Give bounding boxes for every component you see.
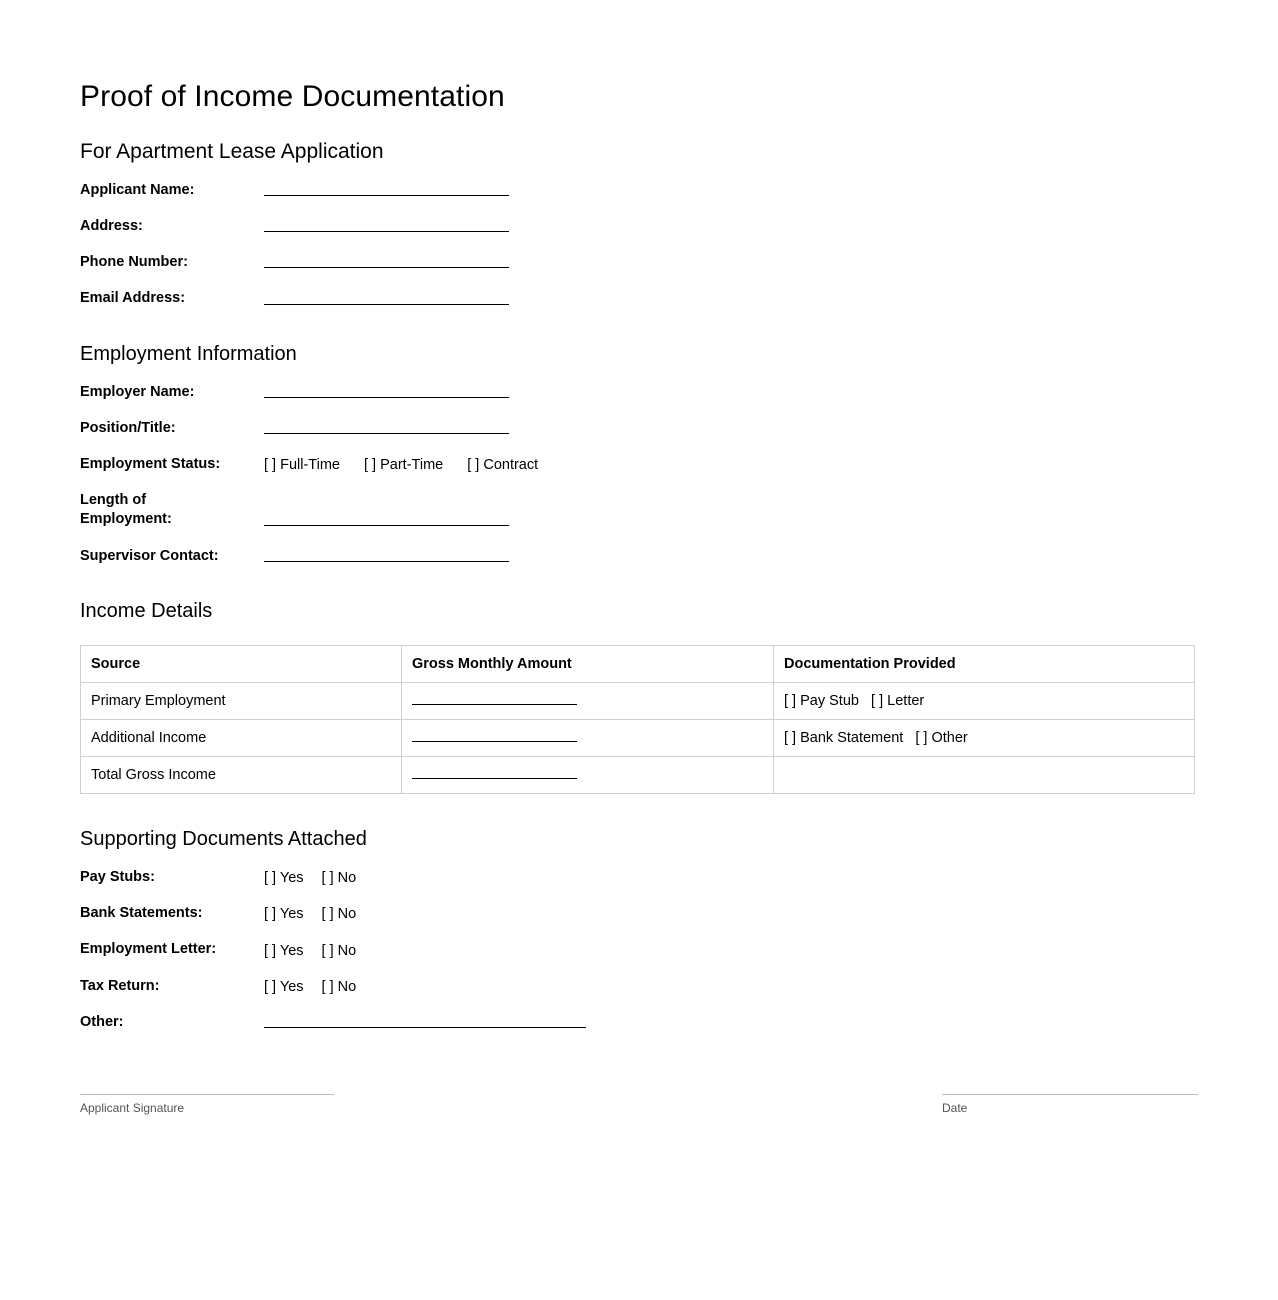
length-of-employment-input[interactable] — [264, 524, 509, 526]
cell-docs-total-gross-income — [774, 757, 1195, 794]
checkbox-pay-stubs-no[interactable]: [ ] No — [321, 870, 357, 887]
field-row-other — [80, 1013, 1198, 1032]
checkbox-tax-return-no[interactable]: [ ] No — [321, 978, 357, 995]
position-title-label: Position/Title: — [80, 419, 176, 436]
cell-docs-additional-income[interactable]: [ ] Bank Statement [ ] Other — [774, 720, 1195, 757]
checkbox-employment-letter-yes[interactable]: [ ] Yes — [264, 942, 304, 959]
length-of-employment-label-line1: Length of — [80, 491, 147, 508]
applicant-signature-field[interactable] — [80, 1094, 334, 1115]
checkbox-employment-letter-no[interactable]: [ ] No — [321, 942, 357, 959]
field-row-address — [80, 217, 1198, 236]
supervisor-contact-input[interactable] — [264, 560, 509, 562]
applicant-name-input[interactable] — [264, 194, 509, 196]
table-row — [81, 757, 1195, 794]
employment-letter-label: Employment Letter: — [80, 941, 217, 958]
cell-docs-primary-employment[interactable]: [ ] Pay Stub [ ] Letter — [774, 683, 1195, 720]
tax-return-label: Tax Return: — [80, 977, 160, 994]
field-row-pay-stubs — [80, 868, 1198, 887]
employment-status-options — [264, 457, 538, 473]
field-row-email-address — [80, 289, 1198, 308]
page-title: Proof of Income Documentation — [80, 80, 505, 113]
employment-letter-options — [264, 943, 364, 959]
pay-stubs-label: Pay Stubs: — [80, 869, 155, 886]
length-of-employment-label-line2: Employment: — [80, 511, 172, 528]
column-header-documentation-provided: Documentation Provided — [774, 646, 1195, 683]
field-row-employer-name — [80, 383, 1198, 402]
employment-status-label: Employment Status: — [80, 455, 221, 472]
employer-name-input[interactable] — [264, 396, 509, 398]
applicant-section — [80, 181, 1198, 309]
additional-income-amount-input[interactable] — [412, 740, 577, 742]
cell-amount-total-gross-income — [402, 757, 774, 794]
date-field[interactable] — [942, 1094, 1198, 1115]
applicant-name-label: Applicant Name: — [80, 182, 195, 198]
phone-number-input[interactable] — [264, 266, 509, 268]
checkbox-full-time[interactable]: [ ] Full-Time — [264, 456, 340, 473]
other-label: Other: — [80, 1013, 124, 1030]
address-label: Address: — [80, 218, 143, 235]
cell-source-primary-employment: Primary Employment — [81, 683, 402, 720]
table-row — [81, 720, 1195, 757]
supporting-documents-section — [80, 868, 1198, 1032]
page-subtitle: For Apartment Lease Application — [80, 140, 384, 163]
field-row-employment-letter — [80, 940, 1198, 959]
table-row — [81, 683, 1195, 720]
field-row-supervisor-contact — [80, 547, 1198, 566]
address-input[interactable] — [264, 230, 509, 232]
field-row-length-of-employment — [80, 491, 1198, 530]
checkbox-part-time[interactable]: [ ] Part-Time — [364, 456, 444, 473]
table-header-row — [81, 646, 1195, 683]
applicant-signature-caption: Applicant Signature — [80, 1101, 185, 1115]
field-row-bank-statements — [80, 904, 1198, 923]
document-page — [80, 0, 1198, 1032]
column-header-source: Source — [81, 646, 402, 683]
signature-block — [80, 1094, 1198, 1115]
primary-employment-amount-input[interactable] — [412, 703, 577, 705]
field-row-tax-return — [80, 977, 1198, 996]
employment-section — [80, 383, 1198, 567]
field-row-phone-number — [80, 253, 1198, 272]
field-row-applicant-name — [80, 181, 1198, 200]
applicant-signature-rule — [80, 1094, 334, 1095]
other-input[interactable] — [264, 1026, 586, 1028]
employer-name-label: Employer Name: — [80, 383, 195, 400]
email-address-input[interactable] — [264, 303, 509, 305]
field-row-employment-status — [80, 455, 1198, 474]
date-rule — [942, 1094, 1198, 1095]
cell-amount-additional-income — [402, 720, 774, 757]
bank-statements-options — [264, 906, 364, 922]
position-title-input[interactable] — [264, 432, 509, 434]
cell-source-total-gross-income: Total Gross Income — [81, 757, 402, 794]
cell-amount-primary-employment — [402, 683, 774, 720]
employment-section-heading: Employment Information — [80, 342, 297, 365]
checkbox-tax-return-yes[interactable]: [ ] Yes — [264, 978, 304, 995]
cell-source-additional-income: Additional Income — [81, 720, 402, 757]
field-row-position-title — [80, 419, 1198, 438]
bank-statements-label: Bank Statements: — [80, 905, 203, 922]
income-section-heading: Income Details — [80, 600, 213, 623]
income-details-table — [80, 645, 1195, 794]
checkbox-bank-statements-yes[interactable]: [ ] Yes — [264, 906, 304, 923]
checkbox-contract[interactable]: [ ] Contract — [467, 456, 539, 473]
supporting-documents-heading: Supporting Documents Attached — [80, 828, 367, 851]
checkbox-bank-statements-no[interactable]: [ ] No — [321, 906, 357, 923]
length-of-employment-label — [80, 491, 264, 530]
checkbox-pay-stubs-yes[interactable]: [ ] Yes — [264, 870, 304, 887]
pay-stubs-options — [264, 870, 364, 886]
tax-return-options — [264, 979, 364, 995]
supervisor-contact-label: Supervisor Contact: — [80, 548, 219, 564]
phone-number-label: Phone Number: — [80, 254, 188, 271]
column-header-gross-monthly-amount: Gross Monthly Amount — [402, 646, 774, 683]
email-address-label: Email Address: — [80, 290, 186, 307]
date-caption: Date — [942, 1101, 968, 1115]
total-gross-income-amount-input[interactable] — [412, 777, 577, 779]
